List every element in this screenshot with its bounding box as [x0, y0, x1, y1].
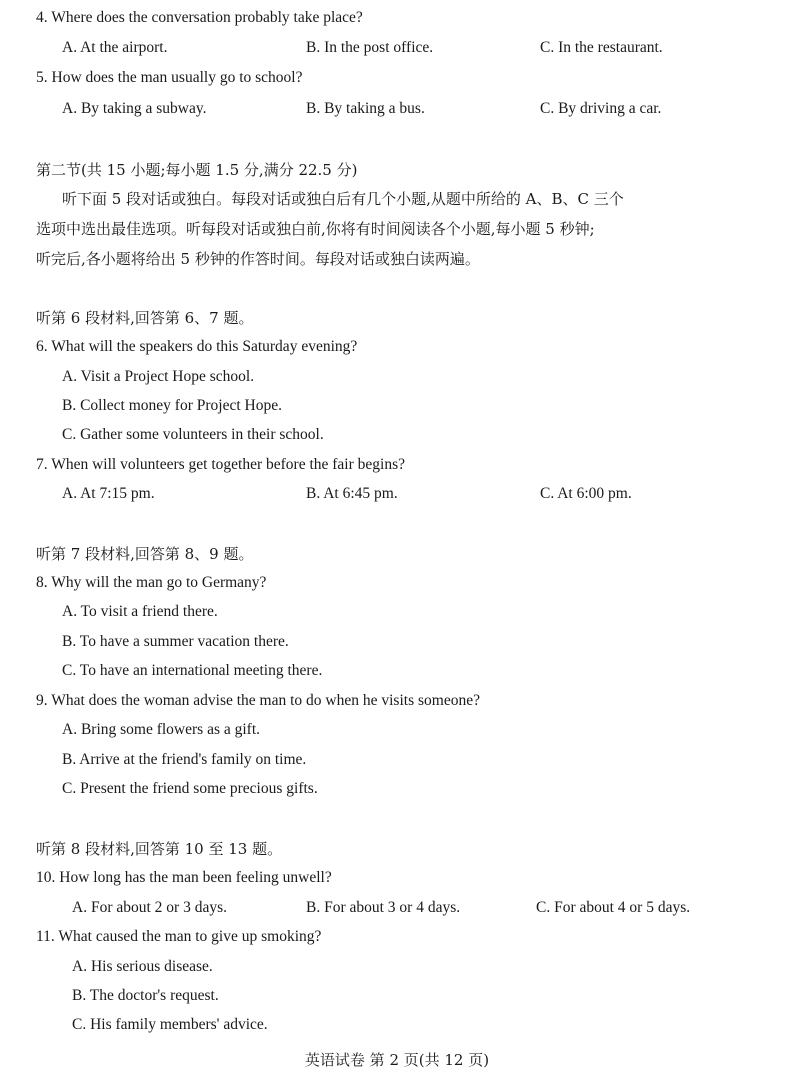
question-8-option-c: C. To have an international meeting there. [62, 662, 323, 679]
material-7-heading: 听第 7 段材料,回答第 8、9 题。 [36, 545, 254, 563]
page-footer: 英语试卷 第 2 页(共 12 页) [304, 1051, 490, 1069]
question-6-option-a: A. Visit a Project Hope school. [62, 368, 255, 385]
material-8-heading: 听第 8 段材料,回答第 10 至 13 题。 [36, 840, 283, 858]
question-7-stem: 7. When will volunteers get together before the fair begins? [36, 456, 406, 473]
question-10-option-b: B. For about 3 or 4 days. [306, 899, 461, 916]
question-5-option-b: B. By taking a bus. [306, 100, 425, 117]
question-9-option-a: A. Bring some flowers as a gift. [62, 721, 261, 738]
question-11-option-a: A. His serious disease. [72, 958, 213, 975]
question-11-option-c: C. His family members' advice. [72, 1016, 268, 1033]
question-11-stem: 11. What caused the man to give up smoking? [36, 928, 322, 945]
question-7-option-b: B. At 6:45 pm. [306, 485, 398, 502]
question-4-stem: 4. Where does the conversation probably take place? [36, 9, 363, 26]
question-9-stem: 9. What does the woman advise the man to do when he visits someone? [36, 692, 480, 709]
question-10-stem: 10. How long has the man been feeling unwell? [36, 869, 332, 886]
section-2-instructions-line-1: 听下面 5 段对话或独白。每段对话或独白后有几个小题,从题中所给的 A、B、C 三个 [62, 190, 624, 208]
material-6-heading: 听第 6 段材料,回答第 6、7 题。 [36, 309, 254, 327]
question-5-option-a: A. By taking a subway. [62, 100, 207, 117]
question-10-option-a: A. For about 2 or 3 days. [72, 899, 227, 916]
section-2-instructions-line-3: 听完后,各小题将给出 5 秒钟的作答时间。每段对话或独白读两遍。 [36, 250, 480, 268]
question-6-stem: 6. What will the speakers do this Saturday evening? [36, 338, 358, 355]
section-2-instructions-line-2: 选项中选出最佳选项。听每段对话或独白前,你将有时间阅读各个小题,每小题 5 秒钟; [36, 220, 595, 238]
question-9-option-b: B. Arrive at the friend's family on time. [62, 751, 307, 768]
question-5-stem: 5. How does the man usually go to school? [36, 69, 303, 86]
question-6-option-b: B. Collect money for Project Hope. [62, 397, 282, 414]
question-8-option-b: B. To have a summer vacation there. [62, 633, 289, 650]
question-8-option-a: A. To visit a friend there. [62, 603, 218, 620]
question-7-option-c: C. At 6:00 pm. [540, 485, 632, 502]
question-6-option-c: C. Gather some volunteers in their school. [62, 426, 324, 443]
question-11-option-b: B. The doctor's request. [72, 987, 219, 1004]
question-10-option-c: C. For about 4 or 5 days. [536, 899, 691, 916]
question-7-option-a: A. At 7:15 pm. [62, 485, 155, 502]
question-4-option-a: A. At the airport. [62, 39, 168, 56]
question-4-option-c: C. In the restaurant. [540, 39, 663, 56]
question-5-option-c: C. By driving a car. [540, 100, 662, 117]
section-2-heading: 第二节(共 15 小题;每小题 1.5 分,满分 22.5 分) [36, 161, 358, 179]
question-8-stem: 8. Why will the man go to Germany? [36, 574, 267, 591]
question-9-option-c: C. Present the friend some precious gifts. [62, 780, 318, 797]
question-4-option-b: B. In the post office. [306, 39, 434, 56]
